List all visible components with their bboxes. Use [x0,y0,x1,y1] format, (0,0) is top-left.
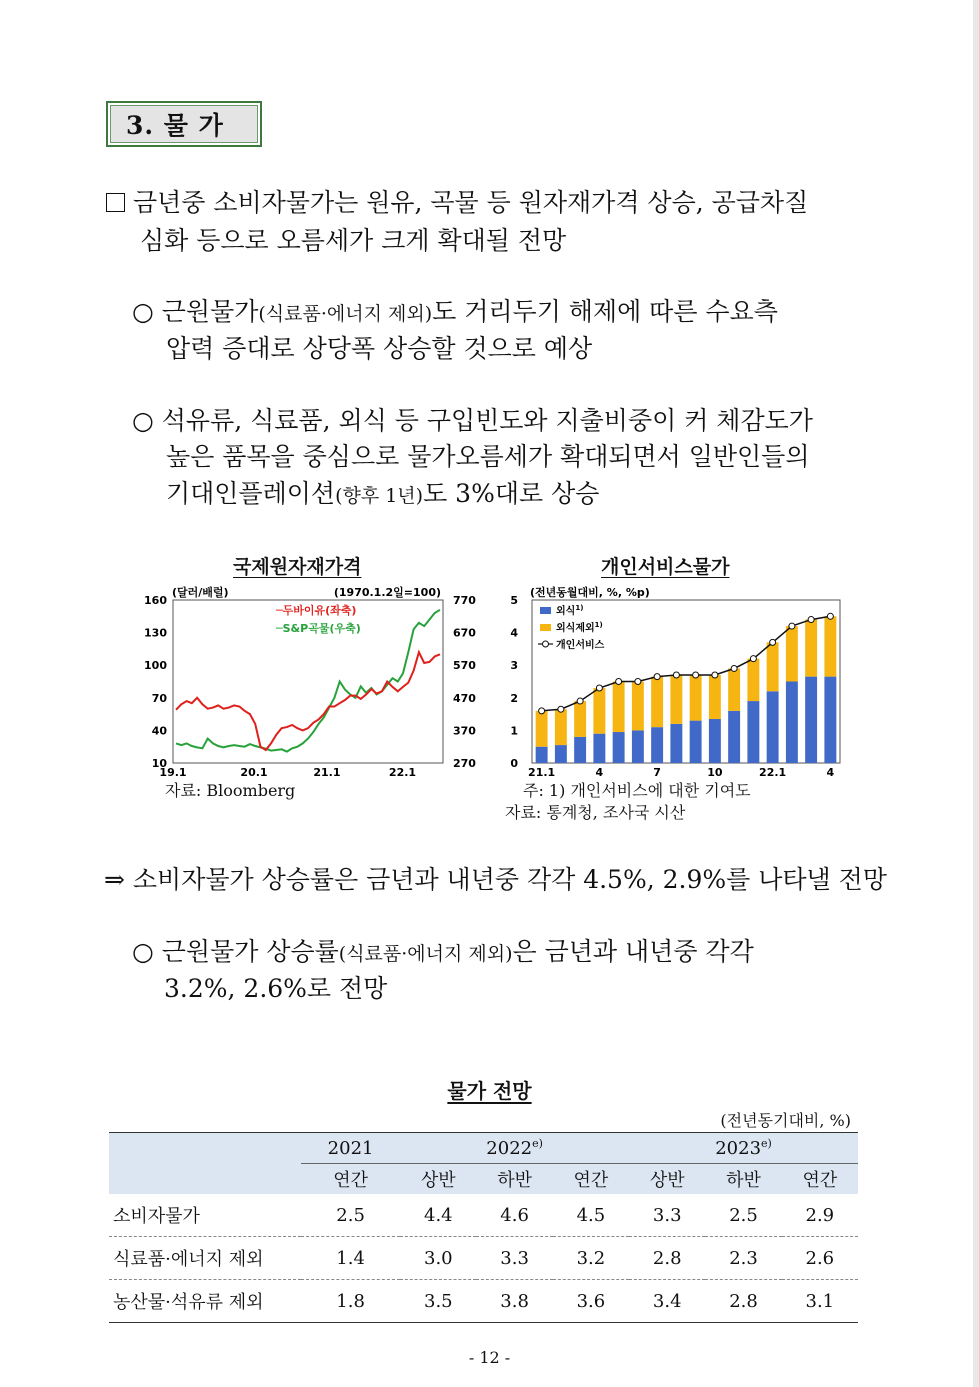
x-tick: 22.1 [388,766,417,779]
legend-total-label: 개인서비스 [556,640,605,651]
table-cell: 2.5 [336,1204,365,1226]
ex-dining-bar [767,642,779,691]
y-left-tick: 70 [151,691,167,705]
chart1-unit-left: (달러/배럴) [172,586,229,599]
table-cell: 3.0 [424,1247,453,1269]
ex-dining-bar [632,682,644,731]
table-cell: 3.1 [805,1290,835,1312]
table-cell: 3.5 [424,1290,453,1312]
chart2-x-axis [528,766,834,779]
row-label: 소비자물가 [113,1206,200,1227]
table-year-header-row [109,1133,858,1164]
personal-service-point [789,623,795,629]
table-cell: 2.3 [729,1247,758,1269]
chart1-left-axis [144,594,167,770]
legend-exdining-swatch [540,624,551,631]
dining-bar [670,724,682,763]
dining-bar [728,711,740,763]
y-right-tick: 770 [453,594,476,607]
ex-dining-bar [651,677,663,728]
ex-dining-bar [824,616,836,676]
ex-dining-bar [670,675,682,724]
y-right-tick: 570 [453,659,476,673]
x-tick: 19.1 [159,766,187,779]
price-outlook-table [109,1132,858,1323]
chart2-bars [536,616,837,763]
table-cell: 2.9 [805,1204,835,1226]
dining-bar [555,745,567,763]
sub-bullet-3-line-1: ○ 근원물가 상승률(식료품·에너지 제외)은 금년과 내년중 각각 [132,937,754,966]
y-right-tick: 370 [453,724,476,738]
sub-bullet-2-line-2: 높은 품목을 중심으로 물가오름세가 확대되면서 일반인들의 [166,442,810,471]
chart1-unit-right: (1970.1.2일=100) [333,586,441,599]
dubai-oil-line [176,652,440,750]
period-header: 연간 [782,1164,858,1195]
y-right-tick: 270 [453,757,476,770]
ex-dining-bar [747,659,759,701]
ex-dining-bar [690,675,702,721]
sub-bullet-2-line-3: 기대인플레이션(향후 1년)도 3%대로 상승 [166,479,600,508]
personal-service-point [731,665,737,671]
chart2-unit: (전년동월대비, %, %p) [530,586,650,599]
legend-dining-label: 외식$^{1)}$ [556,604,584,617]
table-cell: 2.5 [729,1204,758,1226]
commodity-price-chart [128,580,476,780]
table-cell: 3.6 [576,1290,606,1312]
chart2-title: 개인서비스물가 [601,556,730,578]
personal-service-point [558,706,564,712]
row-label: 식료품·에너지 제외 [113,1249,264,1270]
y-tick: 2 [510,691,518,705]
ex-dining-bar [709,675,721,719]
ex-dining-bar [805,620,817,677]
y-right-tick: 470 [453,691,476,705]
chart1-legend-sp: ─S&P곡물(우축) [276,622,361,635]
table-row [109,1194,858,1237]
table-cell: 2.8 [729,1290,758,1312]
table-cell: 2.6 [805,1247,835,1269]
circle-bullet-icon: ○ [132,406,154,435]
table-corner-cell [109,1133,301,1195]
chart2-note: 주: 1) 개인서비스에 대한 기여도 [523,781,751,800]
dining-bar [651,727,663,763]
section-title: 3. 물 가 [106,101,262,147]
row-label: 농산물·석유류 제외 [113,1292,264,1313]
year-header-2023: 2023$^{e)}$ [629,1133,858,1164]
legend-dining-swatch [540,607,551,614]
table-cell: 3.2 [576,1247,606,1269]
dining-bar [747,701,759,763]
legend-exdining-label: 외식제외$^{1)}$ [556,621,603,634]
y-left-tick: 160 [144,594,167,607]
x-tick: 21.1 [313,766,341,779]
y-left-tick: 40 [151,724,167,738]
chart1-title: 국제원자재가격 [233,556,362,578]
dining-bar [632,730,644,763]
chart2-source: 자료: 통계청, 조사국 시산 [505,803,686,822]
table-cell: 4.5 [576,1204,606,1226]
dining-bar [709,719,721,763]
table-cell: 3.8 [500,1290,529,1312]
y-left-tick: 100 [144,659,167,673]
personal-service-point [673,672,679,678]
table-row [109,1280,858,1323]
dining-bar [767,691,779,763]
personal-service-point [635,679,641,685]
legend-total-marker [543,641,549,647]
dining-bar [786,682,798,764]
circle-bullet-icon: ○ [132,937,154,966]
sub-bullet-1-line-1: ○ 근원물가(식료품·에너지 제외)도 거리두기 해제에 따른 수요측 [132,297,778,326]
ex-dining-bar [555,709,567,745]
period-header: 상반 [400,1164,476,1195]
x-tick: 22.1 [759,766,787,779]
ex-dining-bar [613,682,625,733]
table-cell: 1.4 [336,1247,365,1269]
y-left-tick: 10 [151,757,167,770]
personal-service-point [654,674,660,680]
x-tick: 4 [595,766,604,779]
x-tick: 4 [826,766,835,779]
main-bullet-line-1: 금년중 소비자물가는 원유, 곡물 등 원자재가격 상승, 공급차질 [106,186,808,220]
personal-service-point [750,656,756,662]
y-tick: 3 [510,659,518,673]
table-title: 물가 전망 [447,1079,532,1103]
chart1-legend-dubai: ─두바이유(좌축) [276,604,357,617]
x-tick: 7 [653,766,661,779]
ex-dining-bar [728,668,740,710]
period-header: 하반 [476,1164,552,1195]
sub-bullet-1-line-2: 압력 증대로 상당폭 상승할 것으로 예상 [166,334,593,363]
personal-service-point [577,698,583,704]
y-tick: 4 [510,626,518,640]
y-right-tick: 670 [453,626,476,640]
y-left-tick: 130 [144,626,167,640]
table-cell: 4.4 [424,1204,453,1226]
dining-bar [536,747,548,763]
table-cell: 3.4 [652,1290,682,1312]
personal-service-point [770,639,776,645]
y-tick: 5 [510,594,518,607]
ex-dining-bar [593,688,605,734]
ex-dining-bar [786,626,798,681]
chart2-legend [538,604,605,651]
table-row [109,1237,858,1280]
dining-bar [613,732,625,763]
x-tick: 10 [707,766,723,779]
ex-dining-bar [574,701,586,737]
period-header: 연간 [553,1164,629,1195]
y-tick: 1 [510,724,518,738]
table-unit: (전년동기대비, %) [720,1111,851,1130]
dining-bar [824,677,836,763]
chart1-x-axis [159,766,416,779]
personal-service-price-chart [500,580,850,780]
year-header-2022: 2022$^{e)}$ [400,1133,629,1164]
sub-bullet-2-line-1: ○ 석유류, 식료품, 외식 등 구입빈도와 지출비중이 커 체감도가 [132,406,813,435]
dining-bar [574,737,586,763]
ex-dining-bar [536,711,548,747]
sub-bullet-3-line-2: 3.2%, 2.6%로 전망 [164,974,388,1003]
personal-service-point [596,685,602,691]
y-tick: 0 [510,757,518,770]
table-cell: 3.3 [652,1204,682,1226]
table-cell: 1.8 [336,1290,365,1312]
personal-service-point [827,613,833,619]
period-header: 상반 [629,1164,705,1195]
personal-service-point [616,679,622,685]
checkbox-bullet-icon [106,193,125,212]
personal-service-point [712,672,718,678]
dining-bar [593,734,605,763]
x-tick: 20.1 [240,766,268,779]
table-cell: 3.3 [500,1247,529,1269]
year-header-2021: 2021 [301,1133,400,1164]
circle-bullet-icon: ○ [132,297,154,326]
page-number: - 12 - [468,1348,511,1367]
chart1-source: 자료: Bloomberg [165,781,296,800]
chart2-y-axis [510,594,518,770]
personal-service-point [693,672,699,678]
main-bullet-line-2: 심화 등으로 오름세가 크게 확대될 전망 [140,226,567,255]
implies-arrow-icon: ⇒ [104,865,125,894]
x-tick: 21.1 [528,766,556,779]
personal-service-point [539,708,545,714]
table-cell: 4.6 [500,1204,529,1226]
table-cell: 2.8 [652,1247,682,1269]
period-header: 하반 [705,1164,781,1195]
conclusion-line: ⇒ 소비자물가 상승률은 금년과 내년중 각각 4.5%, 2.9%를 나타낼 전망 [104,865,887,894]
personal-service-point [808,617,814,623]
dining-bar [805,677,817,763]
dining-bar [690,721,702,763]
period-header: 연간 [301,1164,400,1195]
